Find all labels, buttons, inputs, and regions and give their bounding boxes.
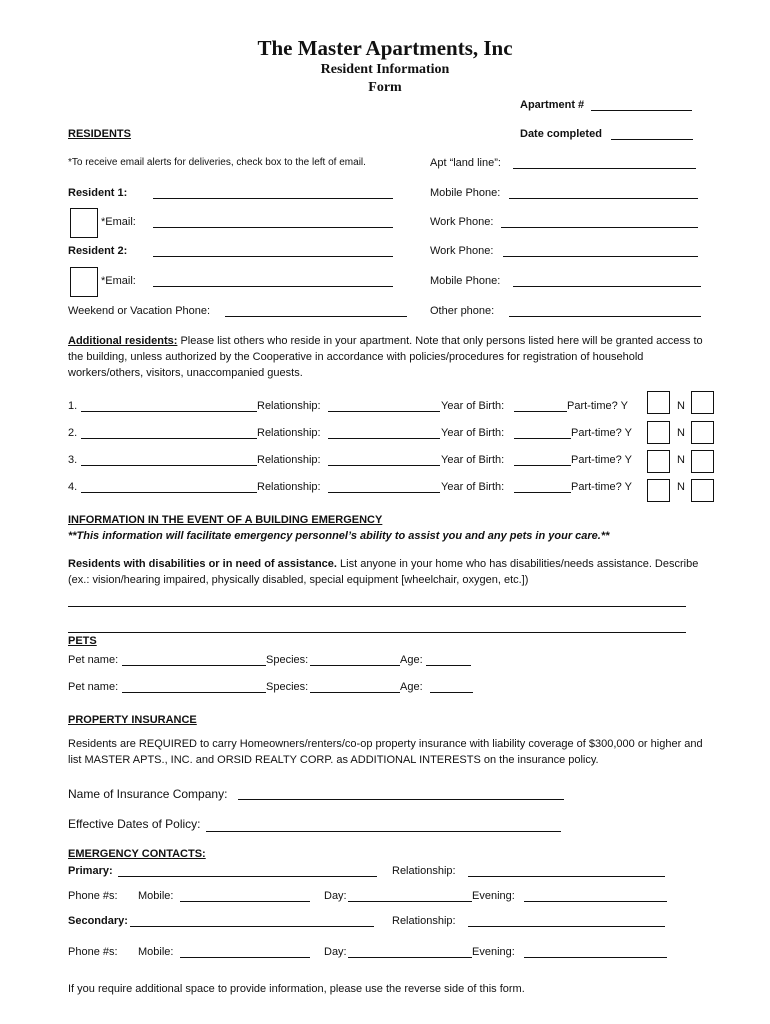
year-of-birth-field[interactable] bbox=[514, 492, 571, 493]
primary-relationship-label: Relationship: bbox=[392, 865, 456, 877]
secondary-day-field[interactable] bbox=[348, 957, 472, 958]
pet-name-label: Pet name: bbox=[68, 681, 119, 693]
secondary-evening-label: Evening: bbox=[472, 946, 515, 958]
part-time-label: Part-time? Y bbox=[567, 400, 628, 412]
species-label: Species: bbox=[266, 654, 309, 666]
relationship-label: Relationship: bbox=[257, 481, 321, 493]
apartment-label: Apartment # bbox=[520, 99, 585, 111]
part-time-yes-checkbox[interactable] bbox=[647, 421, 670, 444]
row-number: 1. bbox=[68, 400, 78, 412]
residents-heading: RESIDENTS bbox=[68, 128, 131, 140]
resident2-label: Resident 2: bbox=[68, 245, 128, 257]
part-time-no-checkbox[interactable] bbox=[691, 391, 714, 414]
primary-contact-label: Primary: bbox=[68, 865, 113, 877]
year-of-birth-label: Year of Birth: bbox=[441, 454, 505, 466]
weekend-phone-field[interactable] bbox=[225, 316, 407, 317]
work-phone2-label: Work Phone: bbox=[430, 245, 494, 257]
company-title: The Master Apartments, Inc bbox=[257, 36, 513, 60]
secondary-evening-field[interactable] bbox=[524, 957, 667, 958]
primary-day-label: Day: bbox=[324, 890, 347, 902]
secondary-relationship-label: Relationship: bbox=[392, 915, 456, 927]
email-alert-note: *To receive email alerts for deliveries, check box to the left of email. bbox=[68, 157, 366, 168]
apartment-field[interactable] bbox=[591, 110, 692, 111]
age-label: Age: bbox=[400, 654, 423, 666]
species-field[interactable] bbox=[310, 692, 400, 693]
additional-name-field[interactable] bbox=[81, 492, 257, 493]
primary-contact-field[interactable] bbox=[118, 876, 377, 877]
relationship-label: Relationship: bbox=[257, 454, 321, 466]
policy-dates-field[interactable] bbox=[206, 831, 561, 832]
insurance-paragraph: Residents are REQUIRED to carry Homeowners/renters/co-op property insurance with liability coverage of $300,000 or higher and list MASTER APTS., INC. and ORSID REALTY CORP. as ADDITIONAL INTERESTS on the insurance policy. bbox=[68, 738, 703, 766]
emergency-contacts-heading: EMERGENCY CONTACTS: bbox=[68, 848, 206, 860]
pets-heading: PETS bbox=[68, 635, 97, 647]
primary-evening-label: Evening: bbox=[472, 890, 515, 902]
year-of-birth-label: Year of Birth: bbox=[441, 481, 505, 493]
primary-mobile-label: Mobile: bbox=[138, 890, 174, 902]
form-subtitle: Resident Information bbox=[320, 62, 450, 77]
part-time-no-checkbox[interactable] bbox=[691, 450, 714, 473]
pet-name-label: Pet name: bbox=[68, 654, 119, 666]
relationship-field[interactable] bbox=[328, 411, 440, 412]
email1-label: *Email: bbox=[101, 216, 136, 228]
footer-note: If you require additional space to provide information, please use the reverse side of this form. bbox=[68, 983, 525, 995]
other-phone-label: Other phone: bbox=[430, 305, 495, 317]
weekend-phone-label: Weekend or Vacation Phone: bbox=[68, 305, 211, 317]
additional-residents-paragraph bbox=[68, 333, 708, 381]
disabilities-text: List anyone in your home who has disabilities/needs assistance. Describe (ex.: vision/hearing impaired, physically disabled, special equipment [wheelchair, oxygen, etc.]) bbox=[68, 558, 699, 586]
year-of-birth-field[interactable] bbox=[514, 411, 567, 412]
email2-alert-checkbox[interactable] bbox=[70, 267, 98, 297]
part-time-label: Part-time? Y bbox=[571, 427, 632, 439]
species-field[interactable] bbox=[310, 665, 400, 666]
age-label: Age: bbox=[400, 681, 423, 693]
age-field[interactable] bbox=[426, 665, 471, 666]
part-time-no-checkbox[interactable] bbox=[691, 421, 714, 444]
additional-name-field[interactable] bbox=[81, 411, 257, 412]
species-label: Species: bbox=[266, 681, 309, 693]
row-number: 2. bbox=[68, 427, 78, 439]
primary-mobile-field[interactable] bbox=[180, 901, 310, 902]
row-number: 4. bbox=[68, 481, 78, 493]
apt-landline-label: Apt “land line”: bbox=[430, 157, 501, 169]
email1-alert-checkbox[interactable] bbox=[70, 208, 98, 238]
mobile-phone1-field[interactable] bbox=[509, 198, 698, 199]
mobile-phone1-label: Mobile Phone: bbox=[430, 187, 501, 199]
work-phone1-field[interactable] bbox=[501, 227, 698, 228]
form-subtitle-2: Form bbox=[368, 80, 402, 95]
part-time-yes-checkbox[interactable] bbox=[647, 391, 670, 414]
resident2-name-field[interactable] bbox=[153, 256, 393, 257]
pet-name-field[interactable] bbox=[122, 665, 266, 666]
insurance-company-label: Name of Insurance Company: bbox=[68, 787, 228, 801]
year-of-birth-label: Year of Birth: bbox=[441, 427, 505, 439]
part-time-no-label: N bbox=[677, 481, 685, 493]
additional-name-field[interactable] bbox=[81, 465, 257, 466]
secondary-contact-field[interactable] bbox=[130, 926, 374, 927]
secondary-mobile-label: Mobile: bbox=[138, 946, 174, 958]
pet-name-field[interactable] bbox=[122, 692, 266, 693]
disabilities-paragraph bbox=[68, 556, 708, 588]
date-completed-field[interactable] bbox=[611, 139, 693, 140]
email2-field[interactable] bbox=[153, 286, 393, 287]
part-time-no-label: N bbox=[677, 427, 685, 439]
additional-name-field[interactable] bbox=[81, 438, 257, 439]
email2-label: *Email: bbox=[101, 275, 136, 287]
secondary-relationship-field[interactable] bbox=[468, 926, 665, 927]
part-time-no-label: N bbox=[677, 400, 685, 412]
primary-relationship-field[interactable] bbox=[468, 876, 665, 877]
disabilities-field-line-1[interactable] bbox=[68, 606, 686, 607]
insurance-company-field[interactable] bbox=[238, 799, 564, 800]
additional-residents-heading: Additional residents: bbox=[68, 335, 178, 347]
relationship-field[interactable] bbox=[328, 438, 440, 439]
secondary-mobile-field[interactable] bbox=[180, 957, 310, 958]
part-time-no-label: N bbox=[677, 454, 685, 466]
emergency-note: **This information will facilitate emergency personnel’s ability to assist you and any pets in your care.** bbox=[68, 530, 610, 542]
year-of-birth-field[interactable] bbox=[514, 465, 571, 466]
relationship-field[interactable] bbox=[328, 492, 440, 493]
additional-residents-text: Please list others who reside in your apartment. Note that only persons listed here will be granted access to the building, unless authorized by the Cooperative in accordance with policies/procedures for registration of household workers/others, visitors, unaccompanied guests. bbox=[68, 335, 703, 379]
year-of-birth-label: Year of Birth: bbox=[441, 400, 505, 412]
mobile-phone2-field[interactable] bbox=[513, 286, 701, 287]
part-time-label: Part-time? Y bbox=[571, 454, 632, 466]
primary-phones-label: Phone #s: bbox=[68, 890, 118, 902]
disabilities-field-line-2[interactable] bbox=[68, 632, 686, 633]
part-time-yes-checkbox[interactable] bbox=[647, 479, 670, 502]
disabilities-heading: Residents with disabilities or in need of assistance. bbox=[68, 558, 337, 570]
row-number: 3. bbox=[68, 454, 78, 466]
part-time-label: Part-time? Y bbox=[571, 481, 632, 493]
year-of-birth-field[interactable] bbox=[514, 438, 571, 439]
age-field[interactable] bbox=[430, 692, 473, 693]
date-completed-label: Date completed bbox=[520, 128, 602, 140]
primary-evening-field[interactable] bbox=[524, 901, 667, 902]
mobile-phone2-label: Mobile Phone: bbox=[430, 275, 501, 287]
relationship-label: Relationship: bbox=[257, 400, 321, 412]
resident1-name-field[interactable] bbox=[153, 198, 393, 199]
relationship-field[interactable] bbox=[328, 465, 440, 466]
work-phone2-field[interactable] bbox=[503, 256, 698, 257]
secondary-phones-label: Phone #s: bbox=[68, 946, 118, 958]
secondary-contact-label: Secondary: bbox=[68, 915, 128, 927]
policy-dates-label: Effective Dates of Policy: bbox=[68, 817, 201, 831]
part-time-yes-checkbox[interactable] bbox=[647, 450, 670, 473]
secondary-day-label: Day: bbox=[324, 946, 347, 958]
primary-day-field[interactable] bbox=[348, 901, 472, 902]
other-phone-field[interactable] bbox=[509, 316, 701, 317]
insurance-heading: PROPERTY INSURANCE bbox=[68, 714, 197, 726]
part-time-no-checkbox[interactable] bbox=[691, 479, 714, 502]
apt-landline-field[interactable] bbox=[513, 168, 696, 169]
relationship-label: Relationship: bbox=[257, 427, 321, 439]
email1-field[interactable] bbox=[153, 227, 393, 228]
work-phone1-label: Work Phone: bbox=[430, 216, 494, 228]
emergency-heading: INFORMATION IN THE EVENT OF A BUILDING EMERGENCY bbox=[68, 514, 383, 526]
resident1-label: Resident 1: bbox=[68, 187, 128, 199]
